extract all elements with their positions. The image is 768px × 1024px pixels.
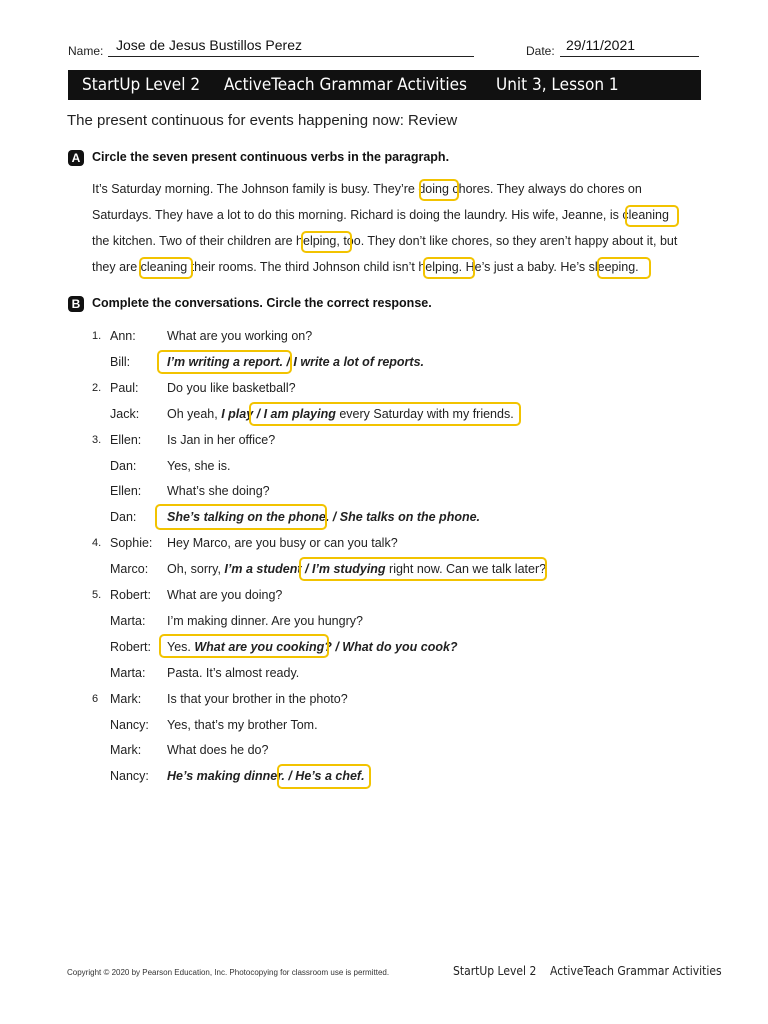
footer-title [453, 964, 722, 978]
line-text: Yes, she is. [167, 459, 231, 473]
dialogue-line [167, 329, 312, 343]
dialogue-line [167, 692, 348, 706]
circle-mark [419, 179, 459, 201]
date-underline [560, 56, 699, 57]
line-text: I’m making dinner. Are you hungry? [167, 614, 363, 628]
dialogue-line [167, 459, 230, 473]
item-number: 6 [92, 693, 99, 705]
answer-option-2[interactable]: / I am playing [256, 407, 336, 421]
text: chores. They always do chores on [448, 182, 642, 196]
text: Saturdays. They have a lot to do this morning. Richard is doing the laundry. His wife, Jeanne, is [92, 208, 623, 222]
speaker-name: Marta: [110, 666, 146, 680]
answer-option-1[interactable]: He’s making dinner. [167, 769, 285, 783]
section-a-badge: A [68, 150, 84, 166]
circle-mark [277, 764, 371, 789]
banner-unit: Unit 3, Lesson 1 [496, 75, 619, 95]
footer-series: StartUp Level 2 [453, 964, 537, 978]
speaker-name: Robert: [110, 640, 151, 654]
circle-mark [249, 402, 521, 426]
text: they are [92, 260, 141, 274]
circle-mark [159, 634, 329, 658]
circle-mark [423, 257, 475, 279]
answer-option-2[interactable]: / I’m studying [305, 562, 386, 576]
text: too. They don’t like chores, so they aren’t happy about it, but [339, 234, 678, 248]
title-banner [68, 70, 701, 100]
dialogue-line [167, 588, 282, 602]
verb-cleaning-2[interactable]: cleaning [140, 260, 188, 274]
speaker-name: Dan: [110, 459, 137, 473]
name-underline [108, 56, 474, 57]
text: It’s Saturday morning. The Johnson family is busy. They’re [92, 182, 419, 196]
answer-option-2[interactable]: / He’s a chef. [288, 769, 365, 783]
line-text: Pasta. It’s almost ready. [167, 666, 300, 680]
page-subtitle: The present continuous for events happening now: Review [67, 112, 458, 129]
line-text: Oh yeah, [167, 407, 222, 421]
answer-option-2[interactable]: / What do you cook? [335, 640, 458, 654]
dialogue-line [167, 484, 270, 498]
text: the kitchen. Two of their children are [92, 234, 297, 248]
text: their rooms. The third Johnson child isn’t [187, 260, 419, 274]
speaker-name: Ann: [110, 329, 136, 343]
item-number: 5. [92, 589, 102, 601]
line-text: What are you working on? [167, 329, 313, 343]
item-number: 2. [92, 382, 102, 394]
verb-helping-2[interactable]: helping. [418, 260, 463, 274]
line-text: Oh, sorry, [167, 562, 225, 576]
line-text: What’s she doing? [167, 484, 270, 498]
dialogue-line [167, 381, 296, 395]
line-text: Yes, that’s my brother Tom. [167, 718, 318, 732]
paragraph-line-3 [92, 234, 677, 248]
answer-option-2[interactable]: / She talks on the phone. [332, 510, 481, 524]
circle-mark [139, 257, 193, 279]
date-field[interactable]: 29/11/2021 [566, 37, 636, 53]
verb-doing[interactable]: doing [418, 182, 449, 196]
circle-mark [299, 557, 547, 581]
line-text: Yes. [167, 640, 195, 654]
line-text: What are you doing? [167, 588, 283, 602]
dialogue-line [167, 536, 398, 550]
speaker-name: Paul: [110, 381, 139, 395]
circle-mark [625, 205, 679, 227]
answer-option-2[interactable]: I write a lot of reports. [293, 355, 424, 369]
section-b-badge: B [68, 296, 84, 312]
line-text: Do you like basketball? [167, 381, 296, 395]
speaker-name: Nancy: [110, 718, 149, 732]
circle-mark [301, 231, 352, 253]
speaker-name: Mark: [110, 743, 142, 757]
paragraph-line-1 [92, 182, 642, 196]
verb-helping[interactable]: helping, [296, 234, 340, 248]
speaker-name: Jack: [110, 407, 140, 421]
speaker-name: Ellen: [110, 484, 142, 498]
speaker-name: Mark: [110, 692, 142, 706]
verb-cleaning[interactable]: cleaning [622, 208, 669, 222]
section-b-instruction: Complete the conversations. Circle the correct response. [92, 296, 432, 310]
text: He’s just a baby. He’s [462, 260, 589, 274]
answer-option-1[interactable]: I’m a student [224, 562, 302, 576]
dialogue-line [167, 433, 275, 447]
banner-title: ActiveTeach Grammar Activities [224, 75, 468, 95]
circle-mark [597, 257, 651, 279]
name-label: Name: [68, 44, 104, 58]
dialogue-line [167, 666, 299, 680]
copyright-text: Copyright © 2020 by Pearson Education, Inc. Photocopying for classroom use is permitted. [67, 968, 390, 977]
footer-activities: ActiveTeach Grammar Activities [550, 964, 722, 978]
line-text: every Saturday with my friends. [335, 407, 514, 421]
dialogue-line [167, 743, 268, 757]
speaker-name: Sophie: [110, 536, 153, 550]
verb-sleeping[interactable]: sleeping. [588, 260, 639, 274]
speaker-name: Dan: [110, 510, 137, 524]
answer-option-1[interactable]: I play [221, 407, 254, 421]
dialogue-line [167, 718, 318, 732]
answer-option-1[interactable]: What are you cooking? [194, 640, 332, 654]
speaker-name: Bill: [110, 355, 131, 369]
name-field[interactable]: Jose de Jesus Bustillos Perez [116, 37, 302, 53]
paragraph-line-2 [92, 208, 669, 222]
speaker-name: Nancy: [110, 769, 149, 783]
answer-option-1[interactable]: I’m writing a report. / [167, 355, 290, 369]
item-number: 4. [92, 537, 102, 549]
line-text: What does he do? [167, 743, 269, 757]
line-text: Is Jan in her office? [167, 433, 276, 447]
section-a-instruction: Circle the seven present continuous verbs in the paragraph. [92, 150, 450, 164]
item-number: 3. [92, 434, 102, 446]
circle-mark [155, 504, 330, 530]
date-label: Date: [526, 44, 555, 58]
item-number: 1. [92, 330, 102, 342]
line-text: right now. Can we talk later? [385, 562, 547, 576]
banner-series: StartUp Level 2 [82, 75, 201, 95]
dialogue-line [167, 614, 363, 628]
line-text: Is that your brother in the photo? [167, 692, 348, 706]
speaker-name: Marta: [110, 614, 146, 628]
speaker-name: Robert: [110, 588, 151, 602]
speaker-name: Ellen: [110, 433, 142, 447]
speaker-name: Marco: [110, 562, 149, 576]
line-text: Hey Marco, are you busy or can you talk? [167, 536, 398, 550]
answer-option-1[interactable]: She’s talking on the phone. [167, 510, 330, 524]
circle-mark [157, 350, 292, 374]
